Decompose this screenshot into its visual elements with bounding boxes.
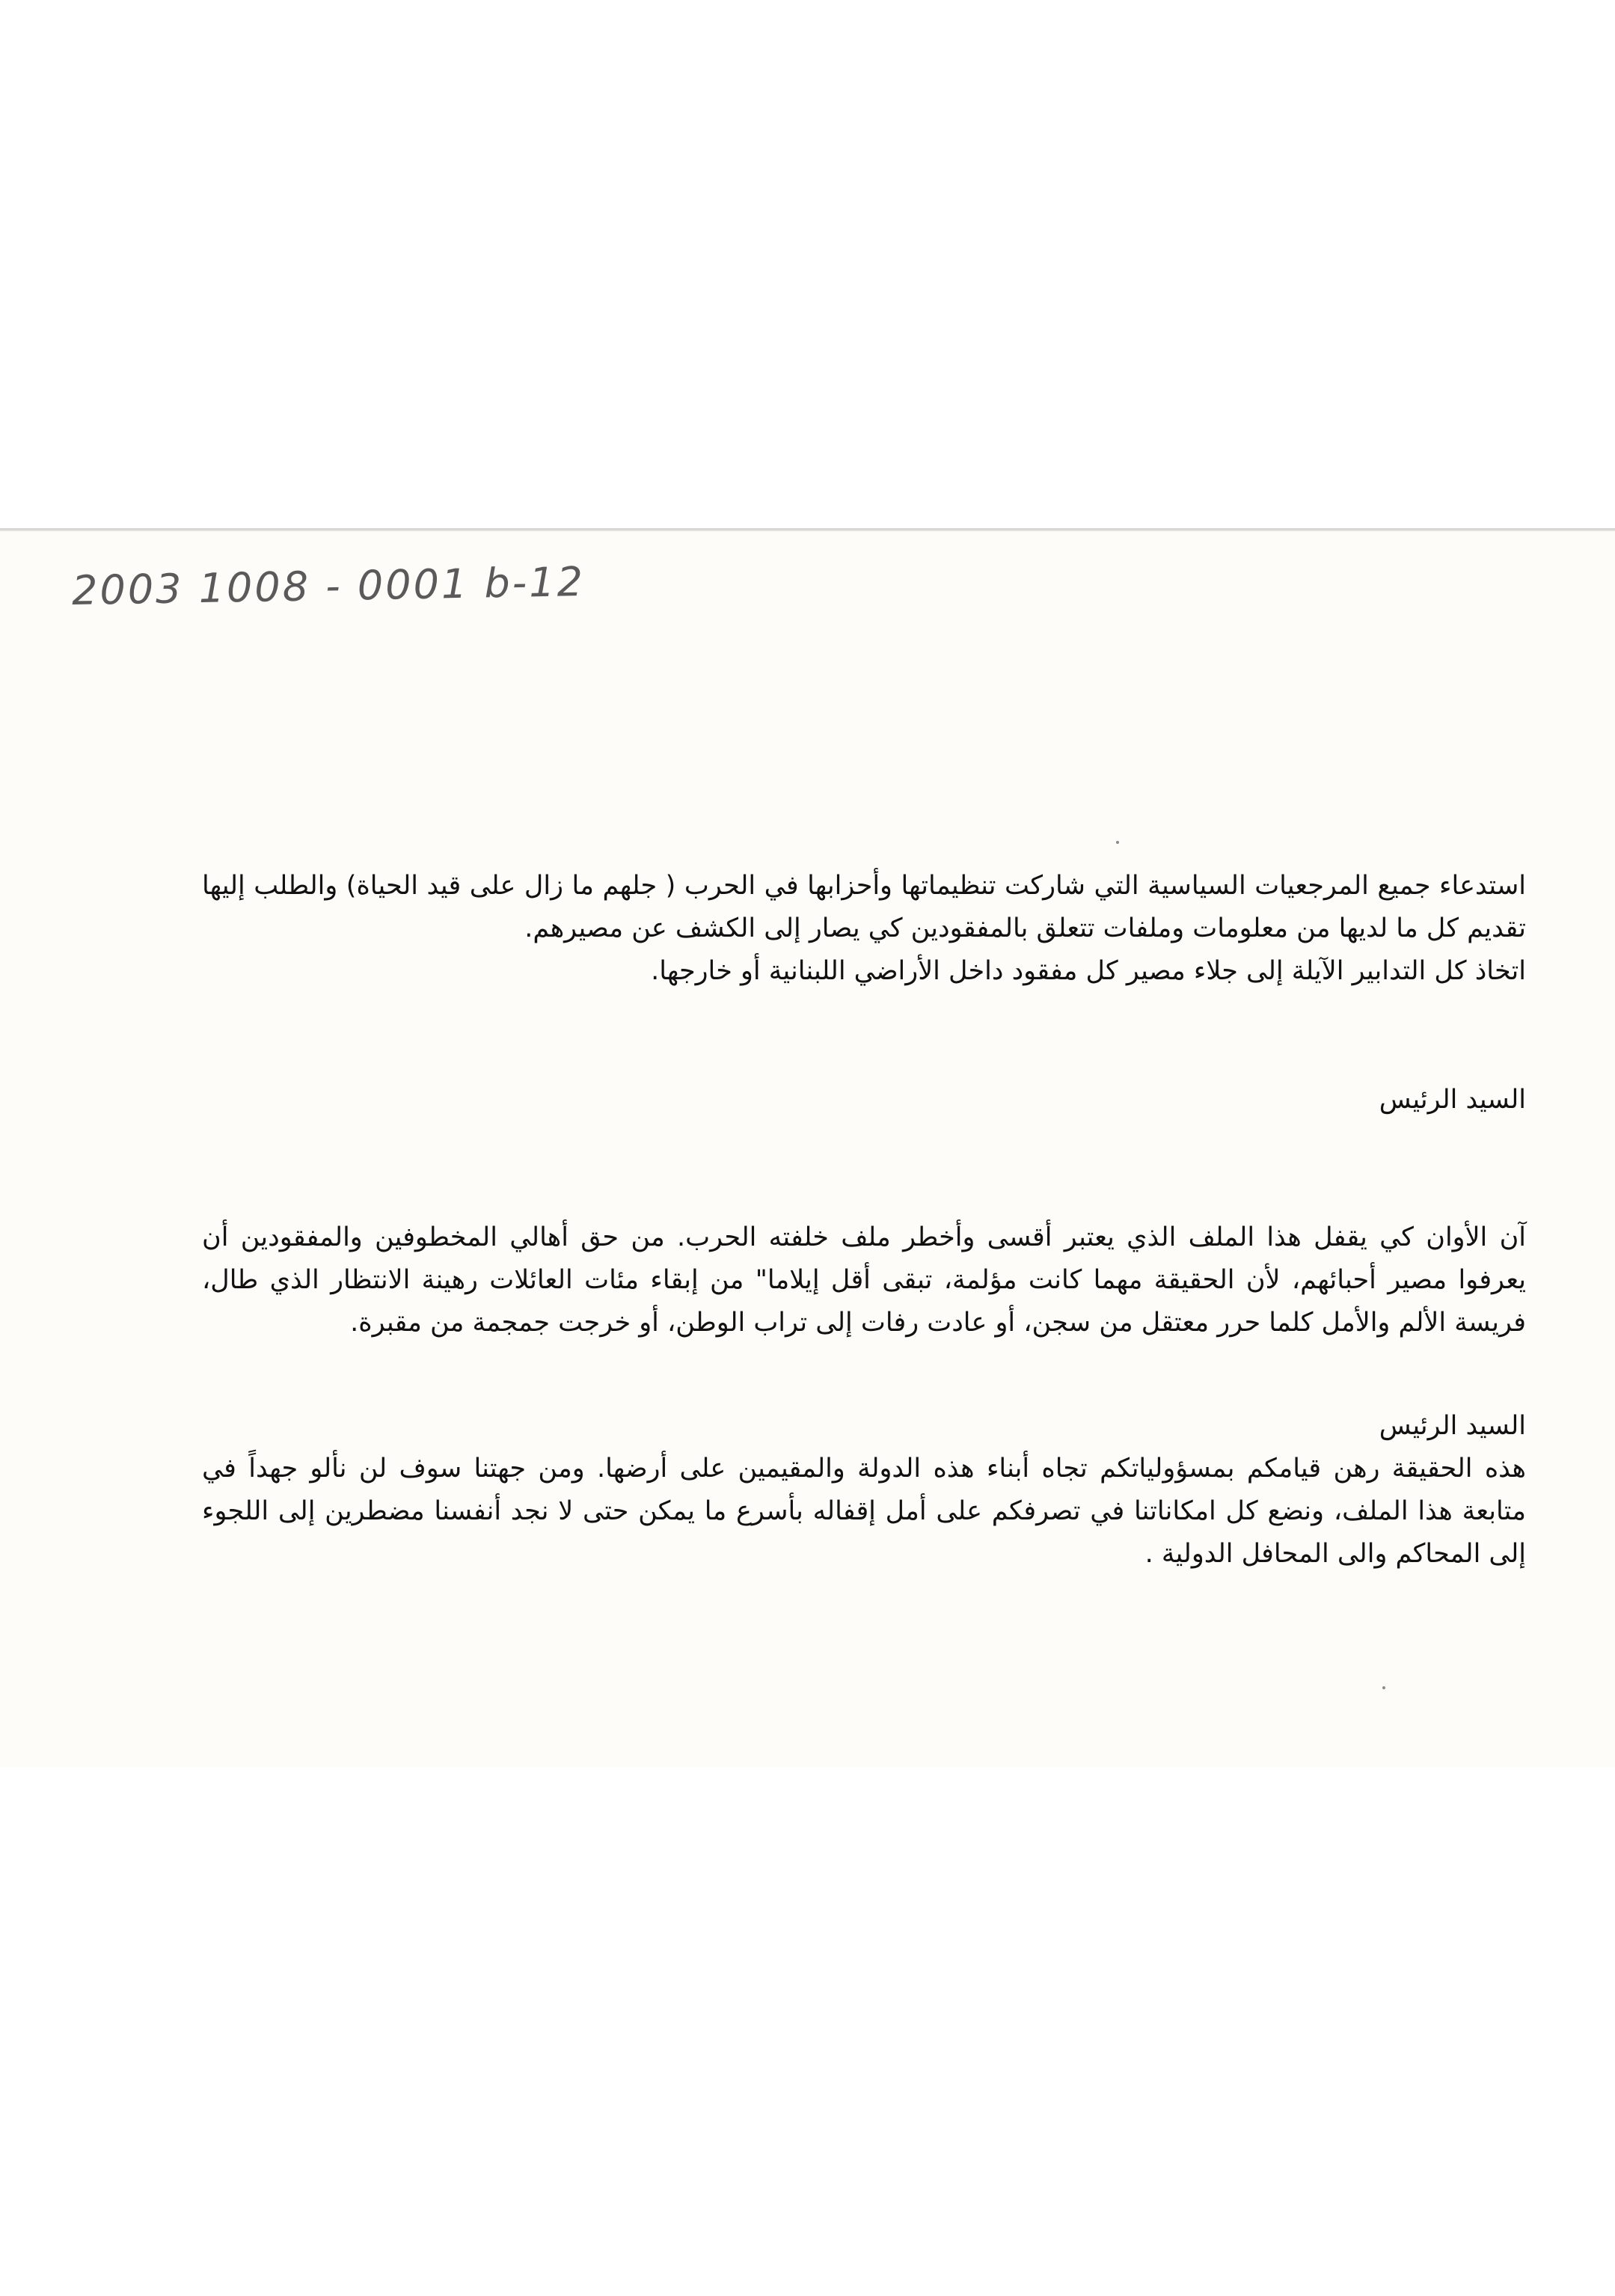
paragraph-demand-2: اتخاذ كل التدابير الآيلة إلى جلاء مصير كل مفقود داخل الأراضي اللبنانية أو خارجها. [651,956,1526,986]
salutation-mr-president-2: السيد الرئيس [1379,1411,1526,1441]
appeal-section [202,1216,1526,1344]
handwritten-reference-number: 2003 1008 - 0001 b-12 [71,558,586,614]
paragraph-closing: هذه الحقيقة رهن قيامكم بمسؤولياتكم تجاه أبناء هذه الدولة والمقيمين على أرضها. ومن جهتنا سوف لن نألو جهداً في متابعة هذا الملف، ونضع كل امكاناتنا في تصرفكم على أمل إقفاله بأسرع ما يمكن حتى لا نجد أنفسنا مضطرين إلى اللجوء إلى المحاكم والى المحافل الدولية . [202,1454,1526,1569]
salutation-mr-president: السيد الرئيس [1379,1085,1526,1115]
demands-section [202,865,1526,993]
paragraph-demand-1: استدعاء جميع المرجعيات السياسية التي شاركت تنظيماتها وأحزابها في الحرب ( جلهم ما زال على قيد الحياة) والطلب إليها تقديم كل ما لديها من معلومات وملفات تتعلق بالمفقودين كي يصار إلى الكشف عن مصيرهم. [202,871,1526,943]
closing-section [202,1448,1526,1576]
stray-dot-mark [1116,841,1119,844]
paragraph-appeal: آن الأوان كي يقفل هذا الملف الذي يعتبر أقسى وأخطر ملف خلفته الحرب. من حق أهالي المخطوفين والمفقودين أن يعرفوا مصير أحبائهم، لأن الحقيقة مهما كانت مؤلمة، تبقى أقل إيلاما" من إبقاء مئات العائلات رهينة الانتظار الذي طال، فريسة الألم والأمل كلما حرر معتقل من سجن، أو عادت رفات إلى تراب الوطن، أو خرجت جمجمة من مقبرة. [202,1222,1526,1338]
letter-card [0,528,1615,1767]
stray-dot-mark [1382,1686,1385,1689]
